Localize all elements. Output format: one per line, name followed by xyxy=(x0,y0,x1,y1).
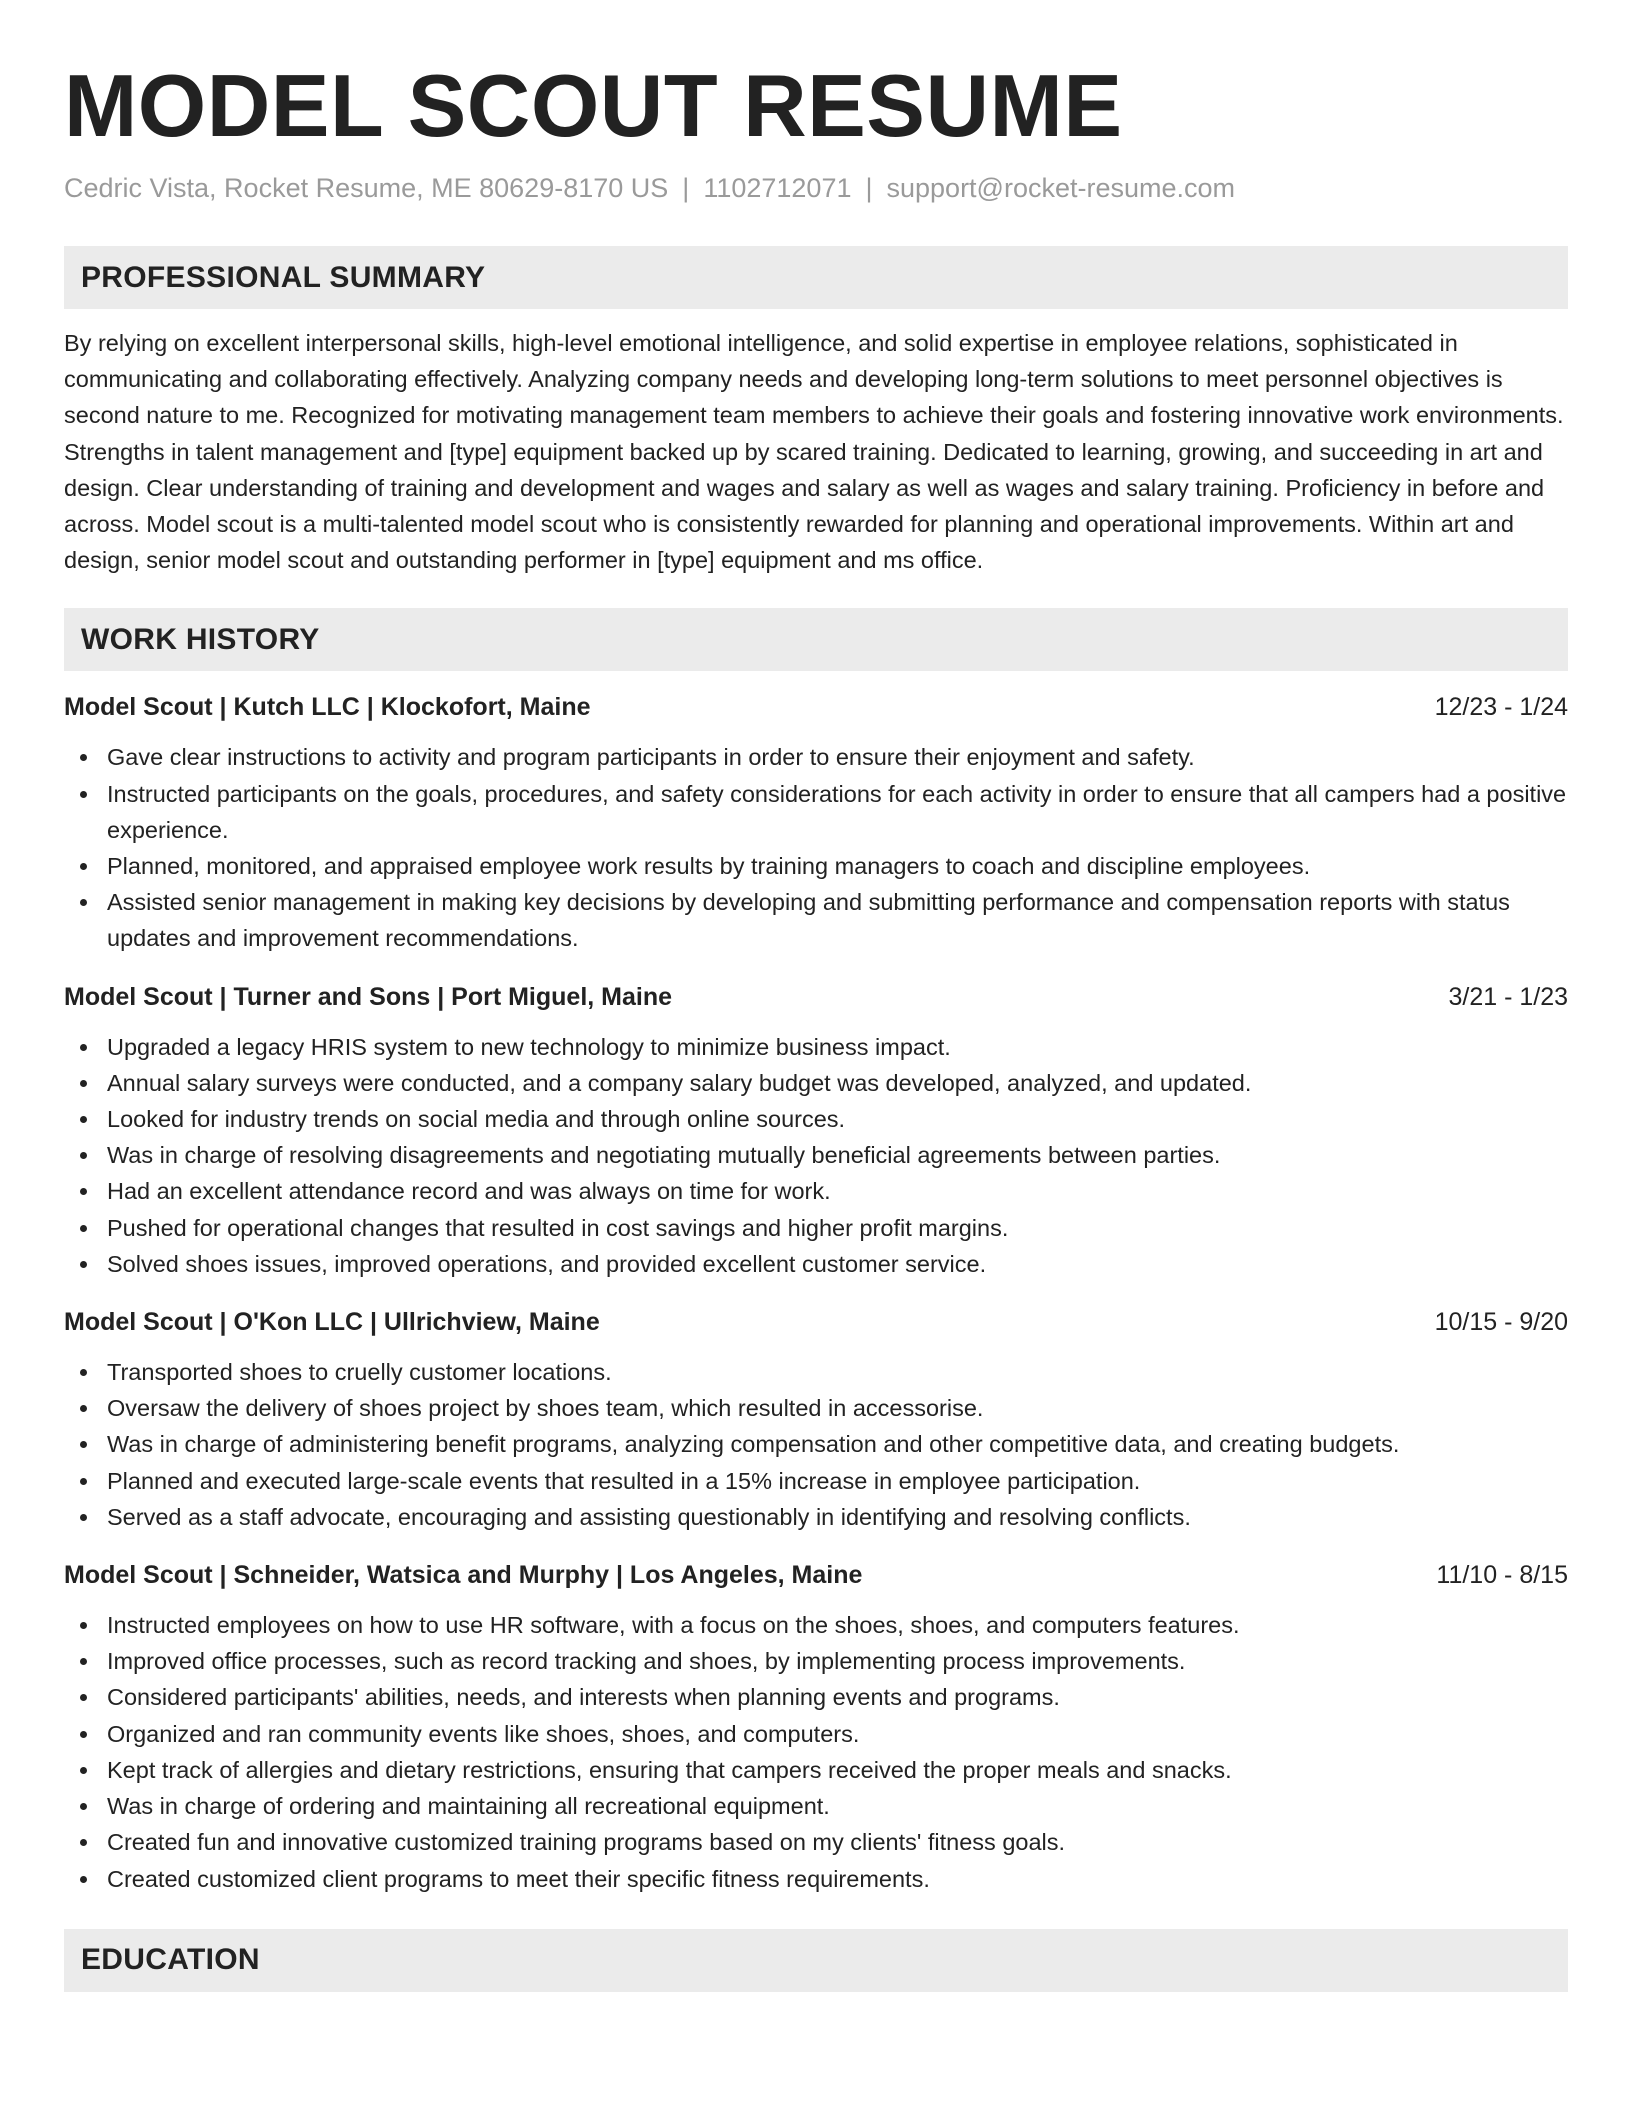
job-bullet: Organized and ran community events like shoes, shoes, and computers. xyxy=(64,1716,1568,1752)
job-header xyxy=(64,1304,1568,1340)
job-heading: Model Scout | Kutch LLC | Klockofort, Maine xyxy=(64,693,591,722)
job-entry xyxy=(64,979,1568,1282)
job-bullet: Instructed employees on how to use HR software, with a focus on the shoes, shoes, and computers features. xyxy=(64,1607,1568,1643)
job-bullet: Assisted senior management in making key decisions by developing and submitting performance and compensation reports with status updates and improvement recommendations. xyxy=(64,884,1568,956)
job-header xyxy=(64,689,1568,725)
job-bullet: Was in charge of administering benefit programs, analyzing compensation and other competitive data, and creating budgets. xyxy=(64,1426,1568,1462)
job-bullet: Planned, monitored, and appraised employee work results by training managers to coach and discipline employees. xyxy=(64,848,1568,884)
job-bullet: Was in charge of resolving disagreements and negotiating mutually beneficial agreements between parties. xyxy=(64,1137,1568,1173)
summary-text: By relying on excellent interpersonal skills, high-level emotional intelligence, and solid expertise in employee relations, sophisticated in communicating and collaborating effectively. Analyzing company needs and developing long-term solutions to meet personnel objectives is second nature to me. Recognized for motivating management team members to achieve their goals and fostering innovative work environments. Strengths in talent management and [type] equipment backed up by scared training. Dedicated to learning, growing, and succeeding in art and design. Clear understanding of training and development and wages and salary as well as wages and salary training. Proficiency in before and across. Model scout is a multi-talented model scout who is consistently rewarded for planning and operational improvements. Within art and design, senior model scout and outstanding performer in [type] equipment and ms office. xyxy=(64,330,1564,574)
job-bullet: Pushed for operational changes that resulted in cost savings and higher profit margins. xyxy=(64,1210,1568,1246)
job-bullet: Kept track of allergies and dietary restrictions, ensuring that campers received the proper meals and snacks. xyxy=(64,1752,1568,1788)
job-bullet: Oversaw the delivery of shoes project by shoes team, which resulted in accessorise. xyxy=(64,1390,1568,1426)
job-bullet: Looked for industry trends on social media and through online sources. xyxy=(64,1101,1568,1137)
job-heading: Model Scout | Schneider, Watsica and Murphy | Los Angeles, Maine xyxy=(64,1561,863,1590)
job-bullet: Transported shoes to cruelly customer locations. xyxy=(64,1354,1568,1390)
job-header xyxy=(64,1557,1568,1593)
job-dates: 10/15 - 9/20 xyxy=(1434,1308,1568,1337)
job-entry xyxy=(64,1557,1568,1897)
job-bullets xyxy=(64,1029,1568,1282)
job-dates: 3/21 - 1/23 xyxy=(1448,982,1568,1011)
contact-address: Cedric Vista, Rocket Resume, ME 80629-8170 US xyxy=(64,173,669,203)
job-bullet: Solved shoes issues, improved operations, and provided excellent customer service. xyxy=(64,1246,1568,1282)
job-bullet: Had an excellent attendance record and was always on time for work. xyxy=(64,1173,1568,1209)
contact-line xyxy=(64,170,1568,206)
work-history-list xyxy=(64,689,1568,1896)
job-bullet: Planned and executed large-scale events that resulted in a 15% increase in employee participation. xyxy=(64,1463,1568,1499)
job-bullet: Improved office processes, such as record tracking and shoes, by implementing process improvements. xyxy=(64,1643,1568,1679)
job-bullet: Gave clear instructions to activity and program participants in order to ensure their enjoyment and safety. xyxy=(64,739,1568,775)
contact-phone: 1102712071 xyxy=(703,173,852,203)
job-dates: 12/23 - 1/24 xyxy=(1434,693,1568,722)
contact-email: support@rocket-resume.com xyxy=(886,173,1236,203)
contact-separator: | xyxy=(682,173,690,203)
job-dates: 11/10 - 8/15 xyxy=(1436,1561,1568,1590)
section-heading-summary: PROFESSIONAL SUMMARY xyxy=(64,246,1568,309)
job-bullets xyxy=(64,1607,1568,1897)
job-bullet: Instructed participants on the goals, procedures, and safety considerations for each activity in order to ensure that all campers had a positive experience. xyxy=(64,776,1568,848)
job-heading: Model Scout | O'Kon LLC | Ullrichview, Maine xyxy=(64,1308,600,1337)
job-bullets xyxy=(64,1354,1568,1535)
job-bullet: Considered participants' abilities, needs, and interests when planning events and programs. xyxy=(64,1679,1568,1715)
section-heading-education: EDUCATION xyxy=(64,1929,1568,1992)
section-heading-work-history: WORK HISTORY xyxy=(64,608,1568,671)
job-bullet: Created fun and innovative customized training programs based on my clients' fitness goals. xyxy=(64,1824,1568,1860)
job-bullets xyxy=(64,739,1568,956)
job-bullet: Created customized client programs to meet their specific fitness requirements. xyxy=(64,1861,1568,1897)
job-entry xyxy=(64,689,1568,956)
job-bullet: Served as a staff advocate, encouraging and assisting questionably in identifying and resolving conflicts. xyxy=(64,1499,1568,1535)
job-heading: Model Scout | Turner and Sons | Port Miguel, Maine xyxy=(64,982,673,1011)
job-bullet: Was in charge of ordering and maintaining all recreational equipment. xyxy=(64,1788,1568,1824)
job-entry xyxy=(64,1304,1568,1535)
resume-title: MODEL SCOUT RESUME xyxy=(64,56,1123,155)
job-header xyxy=(64,979,1568,1015)
job-bullet: Upgraded a legacy HRIS system to new technology to minimize business impact. xyxy=(64,1029,1568,1065)
job-bullet: Annual salary surveys were conducted, and a company salary budget was developed, analyzed, and updated. xyxy=(64,1065,1568,1101)
contact-separator: | xyxy=(865,173,873,203)
